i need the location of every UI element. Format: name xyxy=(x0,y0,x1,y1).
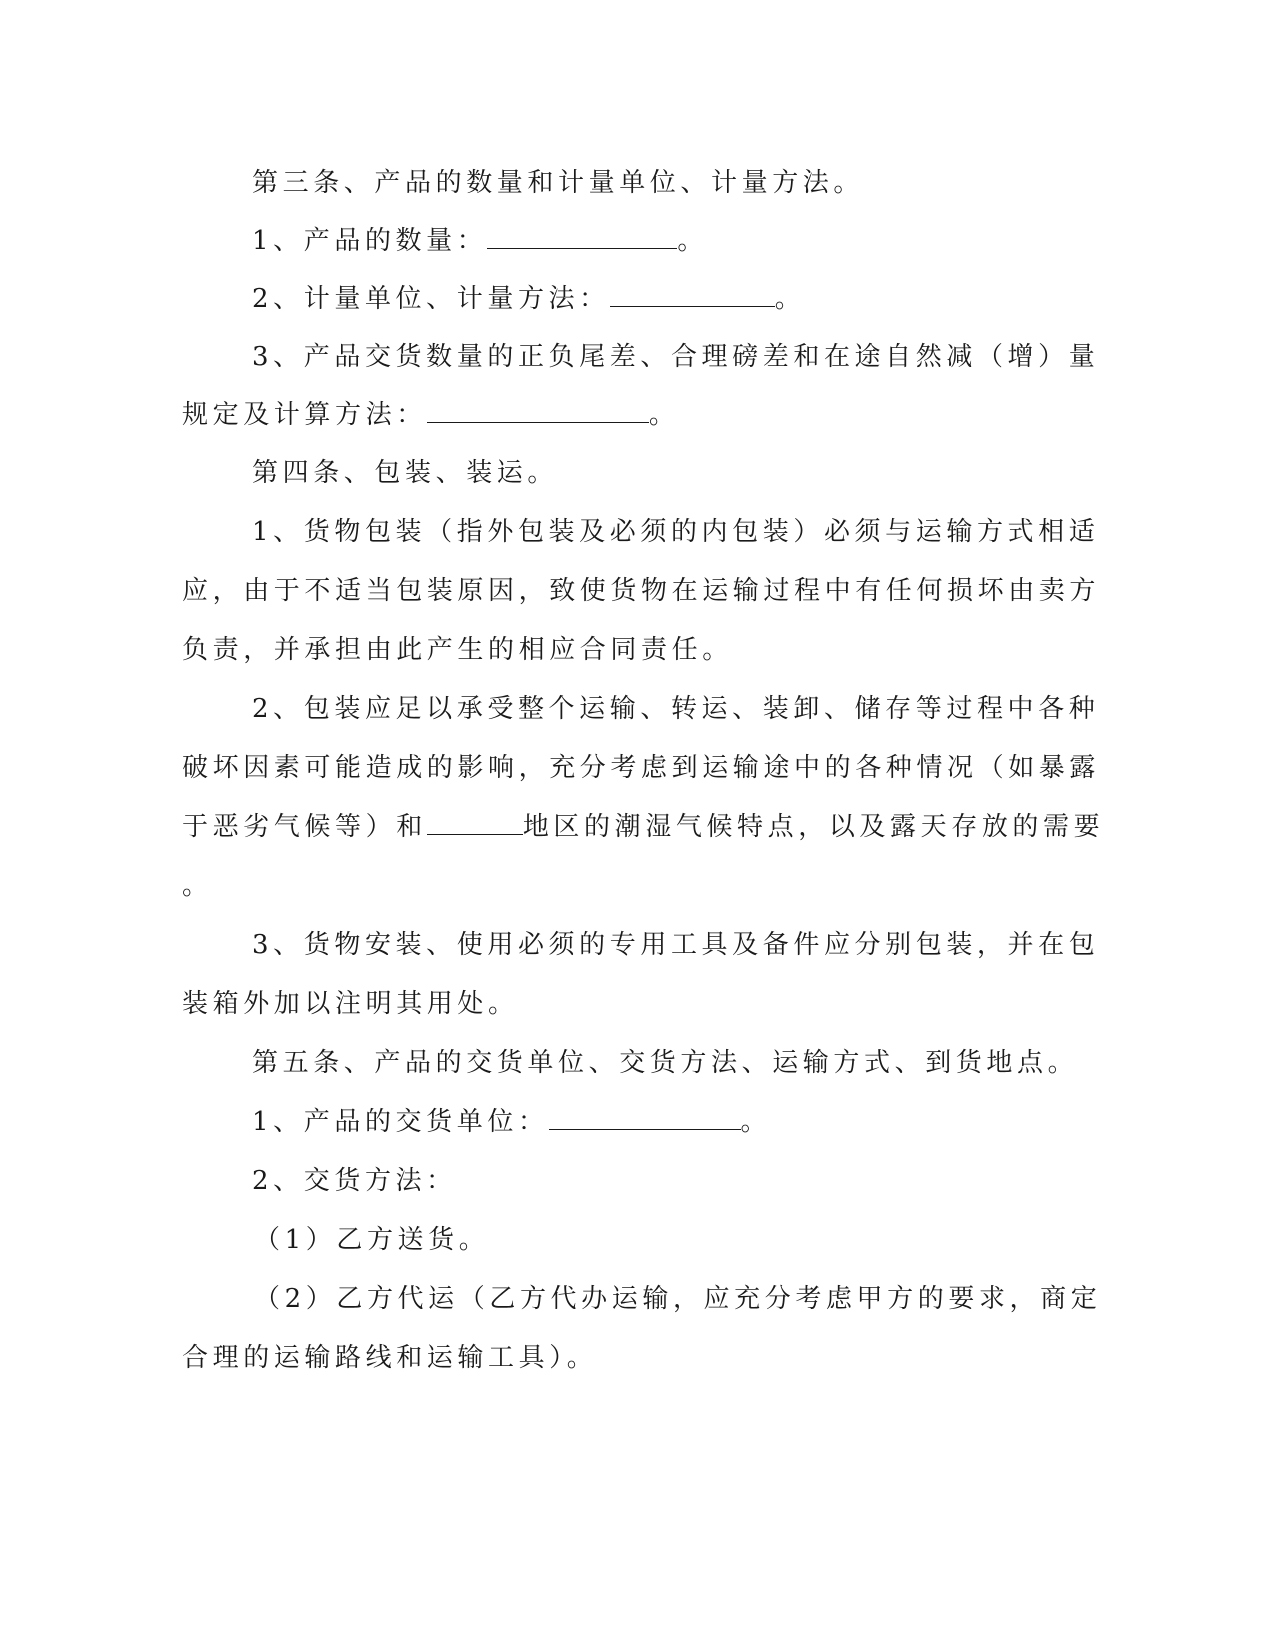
quantity-label: 1、产品的数量： xyxy=(252,226,488,256)
delivery-option-2-line-1: （2）乙方代运（乙方代办运输，应充分考虑甲方的要求，商定 xyxy=(254,1284,1102,1314)
delivery-unit-label: 1、产品的交货单位： xyxy=(252,1107,549,1137)
tolerance-blank xyxy=(427,398,649,423)
quantity-line xyxy=(252,224,708,258)
packaging-para-2-line-3 xyxy=(182,810,1104,844)
unit-method-blank xyxy=(610,282,775,307)
quantity-blank xyxy=(487,224,677,249)
quantity-end: 。 xyxy=(677,226,708,256)
packaging-para-3-line-2: 装箱外加以注明其用处。 xyxy=(182,989,519,1019)
packaging-para-1-line-2: 应，由于不适当包装原因，致使货物在运输过程中有任何损坏由卖方 xyxy=(182,576,1101,606)
unit-method-line xyxy=(252,282,805,316)
article-4-heading: 第四条、包装、装运。 xyxy=(252,458,559,488)
tolerance-end: 。 xyxy=(648,400,680,430)
climate-rest: 地区的潮湿气候特点，以及露天存放的需要 xyxy=(522,812,1105,842)
packaging-para-2-line-1: 2、包装应足以承受整个运输、转运、装卸、储存等过程中各种 xyxy=(252,694,1100,724)
tolerance-line-1: 3、产品交货数量的正负尾差、合理磅差和在途自然减（增）量 xyxy=(252,342,1100,372)
tolerance-line-2 xyxy=(182,398,679,432)
unit-method-label: 2、计量单位、计量方法： xyxy=(252,284,610,314)
unit-method-end: 。 xyxy=(774,284,806,314)
packaging-para-1-line-1: 1、货物包装（指外包装及必须的内包装）必须与运输方式相适 xyxy=(252,517,1100,547)
climate-label: 于恶劣气候等）和 xyxy=(182,812,427,842)
delivery-option-2-line-2: 合理的运输路线和运输工具）。 xyxy=(182,1343,598,1373)
article-3-heading: 第三条、产品的数量和计量单位、计量方法。 xyxy=(252,168,865,198)
article-5-heading: 第五条、产品的交货单位、交货方法、运输方式、到货地点。 xyxy=(252,1048,1079,1078)
packaging-para-2-end: 。 xyxy=(182,871,213,901)
packaging-para-3-line-1: 3、货物安装、使用必须的专用工具及备件应分别包装，并在包 xyxy=(252,930,1100,960)
packaging-para-2-line-2: 破坏因素可能造成的影响，充分考虑到运输途中的各种情况（如暴露 xyxy=(182,753,1101,783)
delivery-method-heading: 2、交货方法： xyxy=(252,1166,457,1196)
delivery-option-1: （1）乙方送货。 xyxy=(254,1225,490,1255)
delivery-unit-end: 。 xyxy=(740,1107,772,1137)
tolerance-label: 规定及计算方法： xyxy=(182,400,427,430)
region-blank xyxy=(427,810,523,835)
delivery-unit-blank xyxy=(549,1105,741,1130)
delivery-unit-line xyxy=(252,1105,771,1139)
packaging-para-1-line-3: 负责，并承担由此产生的相应合同责任。 xyxy=(182,635,733,665)
